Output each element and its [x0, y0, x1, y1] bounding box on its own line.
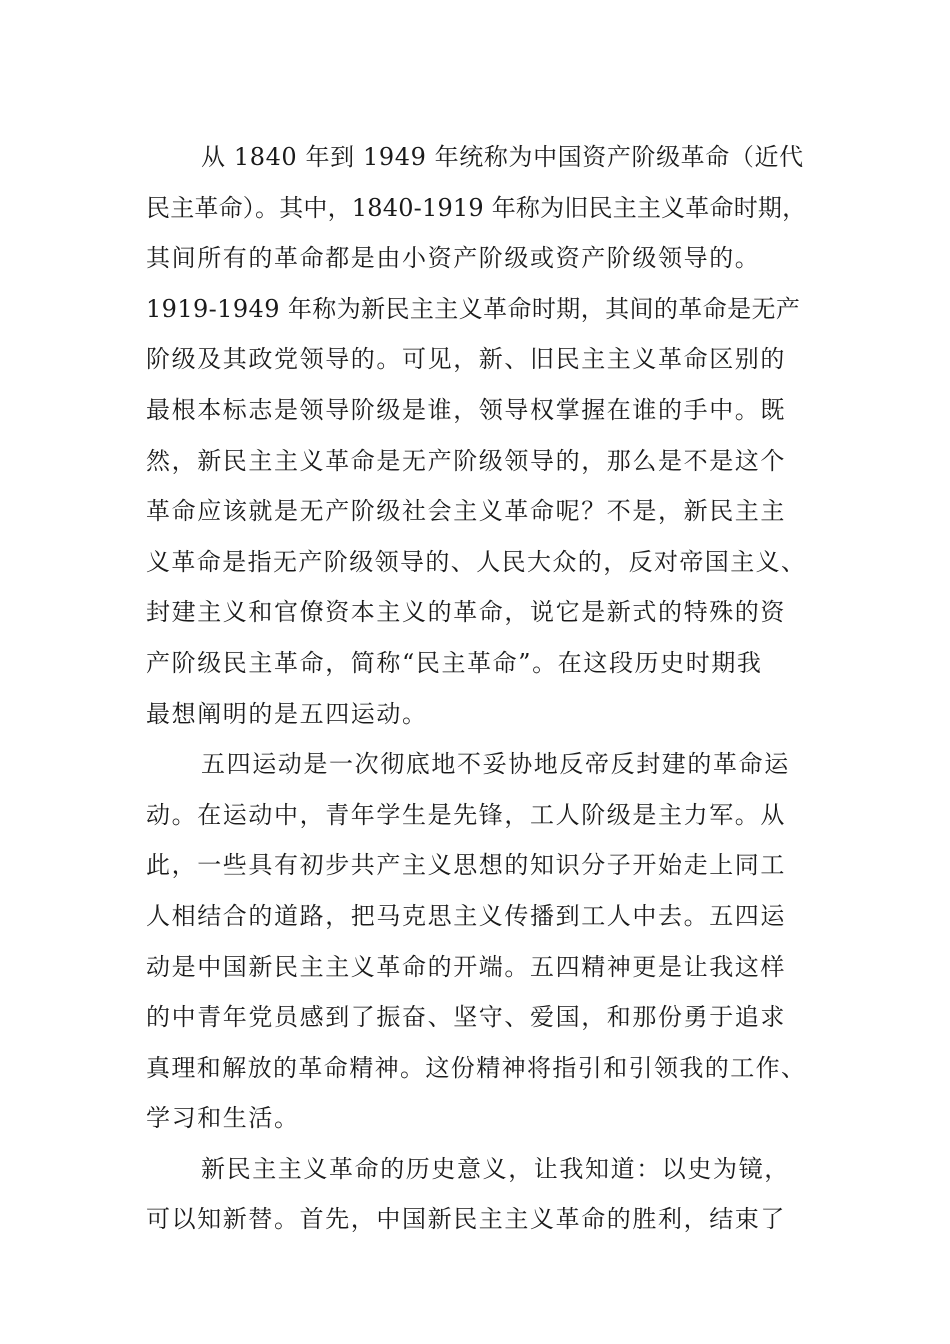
text-line: 人相结合的道路，把马克思主义传播到工人中去。五四运 — [146, 901, 786, 930]
text-line: 可以知新替。首先，中国新民主主义革命的胜利，结束了 — [146, 1205, 786, 1234]
text-line: 的中青年党员感到了振奋、坚守、爱国，和那份勇于追求 — [146, 1003, 786, 1032]
text-line: 学习和生活。 — [146, 1104, 300, 1133]
text-line: 其间所有的革命都是由小资产阶级或资产阶级领导的。 — [146, 244, 761, 273]
text-line: 1919-1949 年称为新民主主义革命时期，其间的革命是无产 — [146, 294, 801, 323]
text-line: 最根本标志是领导阶级是谁，领导权掌握在谁的手中。既 — [146, 395, 786, 424]
text-line: 义革命是指无产阶级领导的、人民大众的，反对帝国主义、 — [146, 547, 807, 576]
paragraph-2 — [146, 739, 806, 1144]
text-line: 民主革命）。其中，1840-1919 年称为旧民主主义革命时期， — [146, 193, 807, 222]
text-line: 最想阐明的是五四运动。 — [146, 699, 428, 728]
text-line: 动是中国新民主主义革命的开端。五四精神更是让我这样 — [146, 952, 786, 981]
body-text — [146, 132, 806, 1245]
text-line: 产阶级民主革命，简称“民主革命”。在这段历史时期我 — [146, 648, 763, 677]
text-line: 真理和解放的革命精神。这份精神将指引和引领我的工作、 — [146, 1053, 807, 1082]
text-line: 新民主主义革命的历史意义，让我知道：以史为镜， — [201, 1154, 790, 1183]
text-line: 然，新民主主义革命是无产阶级领导的，那么是不是这个 — [146, 446, 786, 475]
paragraph-1 — [146, 132, 806, 739]
text-line: 阶级及其政党领导的。可见，新、旧民主主义革命区别的 — [146, 345, 786, 374]
text-line: 封建主义和官僚资本主义的革命，说它是新式的特殊的资 — [146, 598, 786, 627]
text-line: 动。在运动中，青年学生是先锋，工人阶级是主力军。从 — [146, 800, 786, 829]
paragraph-3 — [146, 1144, 806, 1245]
text-line: 从 1840 年到 1949 年统称为中国资产阶级革命（近代 — [201, 143, 804, 171]
text-line: 此，一些具有初步共产主义思想的知识分子开始走上同工 — [146, 851, 786, 880]
text-line: 革命应该就是无产阶级社会主义革命呢？不是，新民主主 — [146, 497, 786, 526]
text-line: 五四运动是一次彻底地不妥协地反帝反封建的革命运 — [201, 750, 790, 779]
